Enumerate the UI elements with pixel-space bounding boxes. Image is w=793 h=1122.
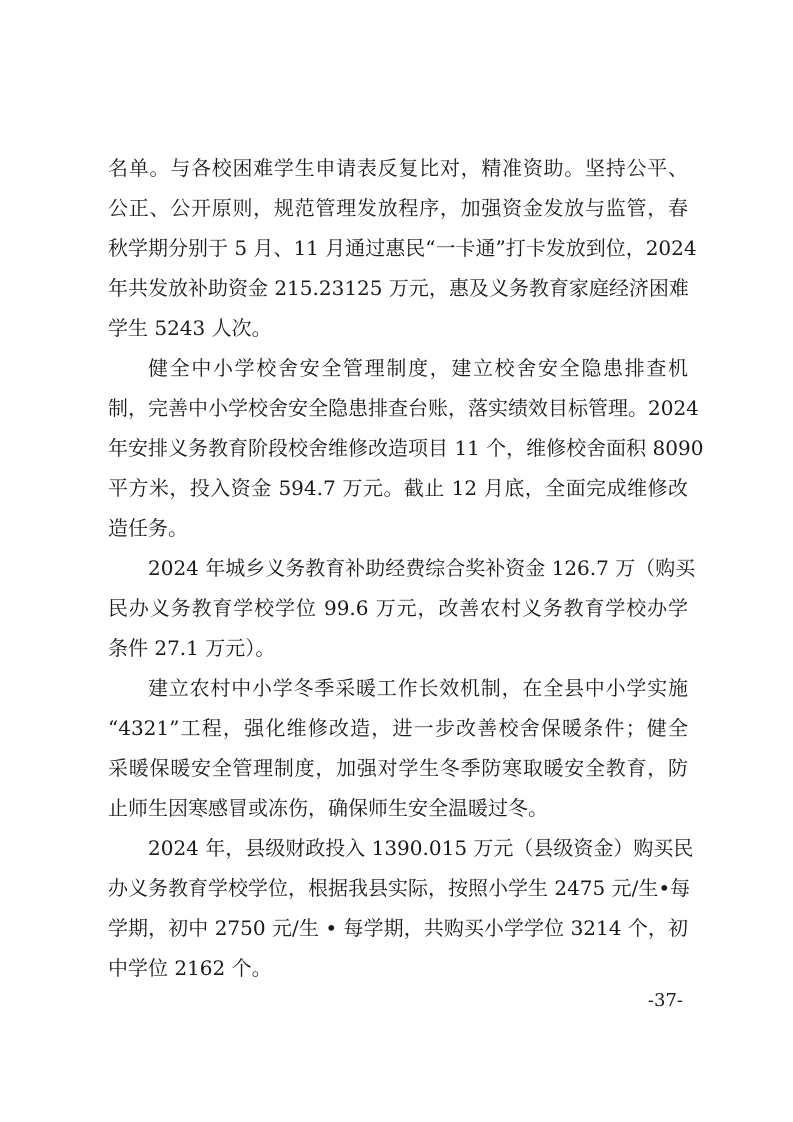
text-line: 学期，初中 2750 元/生 • 每学期，共购买小学学位 3214 个，初 [108,916,688,940]
text-line: 秋学期分别于 5 月、11 月通过惠民“一卡通”打卡发放到位，2024 [108,236,697,260]
text-line: 采暖保暖安全管理制度，加强对学生冬季防寒取暖安全教育，防 [108,756,688,780]
text-line: 年共发放补助资金 215.23125 万元，惠及义务教育家庭经济困难 [108,276,689,300]
page-number: -37- [647,990,683,1011]
text-line: 2024 年，县级财政投入 1390.015 万元（县级资金）购买民 [148,836,694,860]
text-line: 中学位 2162 个。 [108,956,272,980]
text-line: 学生 5243 人次。 [108,316,272,340]
text-line: 条件 27.1 万元）。 [108,636,276,660]
text-line: 2024 年城乡义务教育补助经费综合奖补资金 126.7 万（购买 [148,556,696,580]
text-line: 年安排义务教育阶段校舍维修改造项目 11 个，维修校舍面积 8090 [108,436,704,460]
text-line: 造任务。 [108,516,188,540]
text-line: 止师生因寒感冒或冻伤，确保师生安全温暖过冬。 [108,796,548,820]
text-line: 名单。与各校困难学生申请表反复比对，精准资助。坚持公平、 [108,156,688,180]
text-line: 平方米，投入资金 594.7 万元。截止 12 月底，全面完成维修改 [108,476,688,500]
text-line: 办义务教育学校学位，根据我县实际，按照小学生 2475 元/生•每 [108,876,691,900]
text-line: 健全中小学校舍安全管理制度，建立校舍安全隐患排查机 [148,356,688,380]
text-line: 公正、公开原则，规范管理发放程序，加强资金发放与监管，春 [108,196,688,220]
text-line: 建立农村中小学冬季采暖工作长效机制，在全县中小学实施 [148,676,688,700]
text-line: 民办义务教育学校学位 99.6 万元，改善农村义务教育学校办学 [108,596,688,620]
text-line: 制，完善中小学校舍安全隐患排查台账，落实绩效目标管理。2024 [108,396,699,420]
text-line: “4321”工程，强化维修改造，进一步改善校舍保暖条件；健全 [108,716,688,740]
